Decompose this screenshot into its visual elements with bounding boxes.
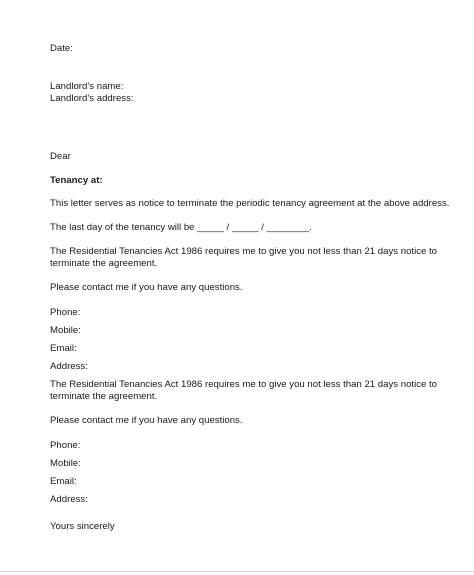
act-sentence-repeat-line-2: terminate the agreement. bbox=[50, 391, 158, 402]
phone-label-2: Phone: bbox=[50, 440, 81, 451]
landlord-name-label: Landlord’s name: bbox=[50, 81, 124, 92]
page-bottom-divider bbox=[0, 571, 474, 572]
contact-sentence-repeat: Please contact me if you have any questions. bbox=[50, 415, 243, 426]
phone-label: Phone: bbox=[50, 307, 81, 318]
notice-sentence: This letter serves as notice to terminate the periodic tenancy agreement at the above address. bbox=[50, 198, 450, 209]
email-label-2: Email: bbox=[50, 476, 77, 487]
mobile-label-2: Mobile: bbox=[50, 458, 81, 469]
landlord-address-label: Landlord’s address: bbox=[50, 93, 134, 104]
mobile-label: Mobile: bbox=[50, 325, 81, 336]
address-label: Address: bbox=[50, 361, 88, 372]
act-sentence-line-2: terminate the agreement. bbox=[50, 258, 158, 269]
address-label-2: Address: bbox=[50, 494, 88, 505]
date-label: Date: bbox=[50, 43, 73, 54]
act-sentence-line-1: The Residential Tenancies Act 1986 requires me to give you not less than 21 days notice to bbox=[50, 246, 438, 257]
subject-heading: Tenancy at: bbox=[50, 175, 103, 186]
email-label: Email: bbox=[50, 343, 77, 354]
closing: Yours sincerely bbox=[50, 521, 115, 532]
salutation: Dear bbox=[50, 151, 71, 162]
act-sentence-repeat-line-1: The Residential Tenancies Act 1986 requires me to give you not less than 21 days notice to bbox=[50, 379, 438, 390]
contact-sentence: Please contact me if you have any questions. bbox=[50, 282, 243, 293]
last-day-sentence: The last day of the tenancy will be _____ / _____ / ________. bbox=[50, 222, 312, 233]
